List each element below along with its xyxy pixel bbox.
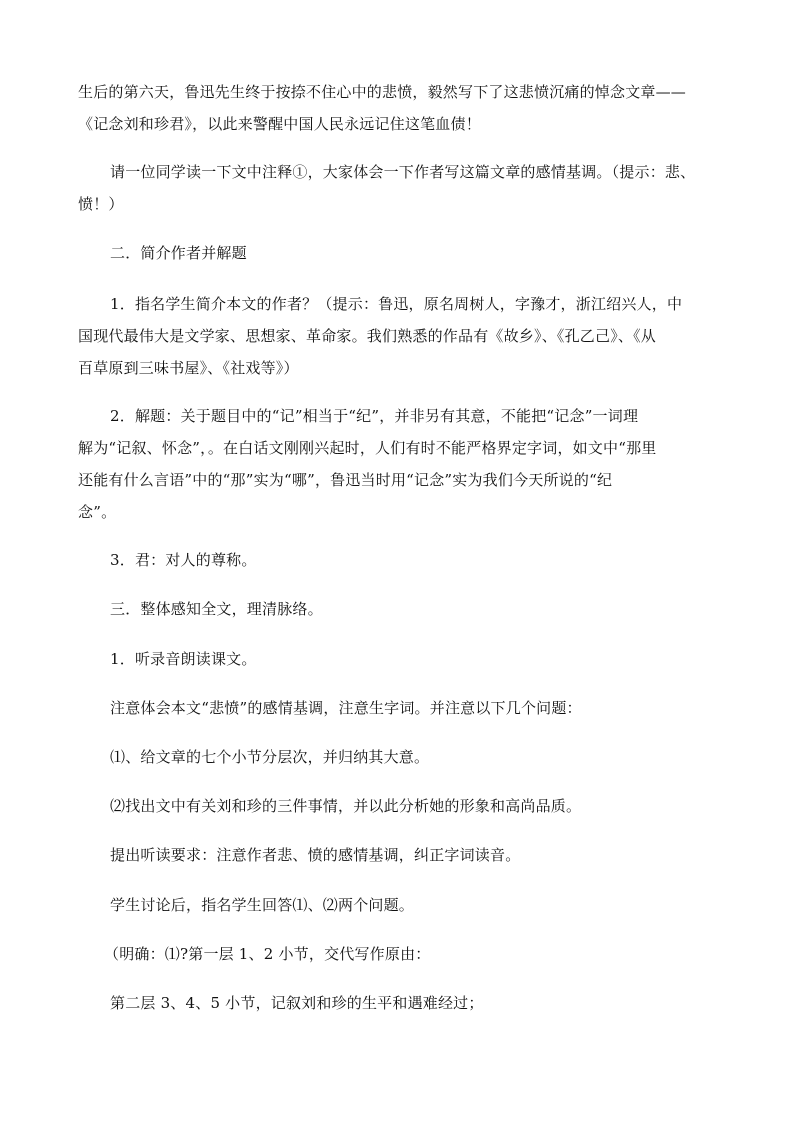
text-line: （明确：⑴?第一层 1、2 小节，交代写作原由： [104, 945, 431, 963]
text-line: 学生讨论后，指名学生回答⑴、⑵两个问题。 [110, 896, 415, 914]
paragraph-layer-two [110, 987, 720, 1019]
text-line: 注意体会本文“悲愤”的感情基调，注意生字词。并注意以下几个问题： [110, 699, 582, 717]
text-line: 3．君：对人的尊称。 [110, 551, 257, 569]
text-line: 提出听读要求：注意作者悲、愤的感情基调，纠正字词读音。 [110, 846, 521, 864]
section-heading-author [110, 237, 720, 269]
paragraph-listen [110, 643, 720, 675]
text-line: ⑴、给文章的七个小节分层次，并归纳其大意。 [110, 748, 430, 766]
text-line: 1．听录音朗读课文。 [110, 650, 257, 668]
text-line: 解为“记叙、怀念”，。在白话文刚刚兴起时，人们有时不能严格界定字词，如文中“那里 [78, 439, 657, 457]
paragraph-discussion [110, 889, 720, 921]
text-line: 第二层 3、4、5 小节，记叙刘和珍的生平和遇难经过； [110, 994, 484, 1012]
section-title: 三．整体感知全文，理清脉络。 [110, 600, 323, 618]
text-line: 1．指名学生简介本文的作者？（提示：鲁迅，原名周树人，字豫才，浙江绍兴人，中 [110, 295, 683, 313]
paragraph-listening-requirements [110, 839, 720, 871]
paragraph-title-explanation [78, 400, 720, 528]
question-item-1 [110, 741, 720, 773]
text-line: 请一位同学读一下文中注释①，大家体会一下作者写这篇文章的感情基调。（提示：悲、 [110, 163, 696, 181]
question-item-2 [110, 790, 720, 822]
paragraph-author-intro [78, 288, 720, 384]
text-line: 《记念刘和珍君》，以此来警醒中国人民永远记住这笔血债！ [78, 115, 481, 133]
text-line: 国现代最伟大是文学家、思想家、革命家。我们熟悉的作品有《故乡》、《孔乙己》、《从 [78, 327, 657, 345]
paragraph-clarification [104, 938, 714, 970]
paragraph-read-note [78, 156, 720, 220]
text-line: ⑵找出文中有关刘和珍的三件事情，并以此分析她的形象和高尚品质。 [110, 797, 582, 815]
text-line: 还能有什么言语”中的“那”实为“哪”，鲁迅当时用“记念”实为我们今天所说的“纪 [78, 471, 613, 489]
text-line: 2．解题：关于题目中的“记”相当于“纪”，并非另有其意，不能把“记念”一词理 [110, 407, 639, 425]
text-line: 百草原到三味书屋》、《社戏等》） [78, 359, 299, 377]
text-line: 愤！） [78, 195, 124, 213]
paragraph-notice [110, 692, 720, 724]
text-line: 念”。 [78, 503, 117, 521]
paragraph-jun-definition [110, 544, 720, 576]
text-line: 生后的第六天，鲁迅先生终于按捺不住心中的悲愤，毅然写下了这悲愤沉痛的悼念文章—— [78, 83, 687, 101]
section-heading-overview [110, 593, 720, 625]
paragraph-intro-continuation [78, 76, 720, 140]
section-title: 二．简介作者并解题 [110, 244, 247, 262]
